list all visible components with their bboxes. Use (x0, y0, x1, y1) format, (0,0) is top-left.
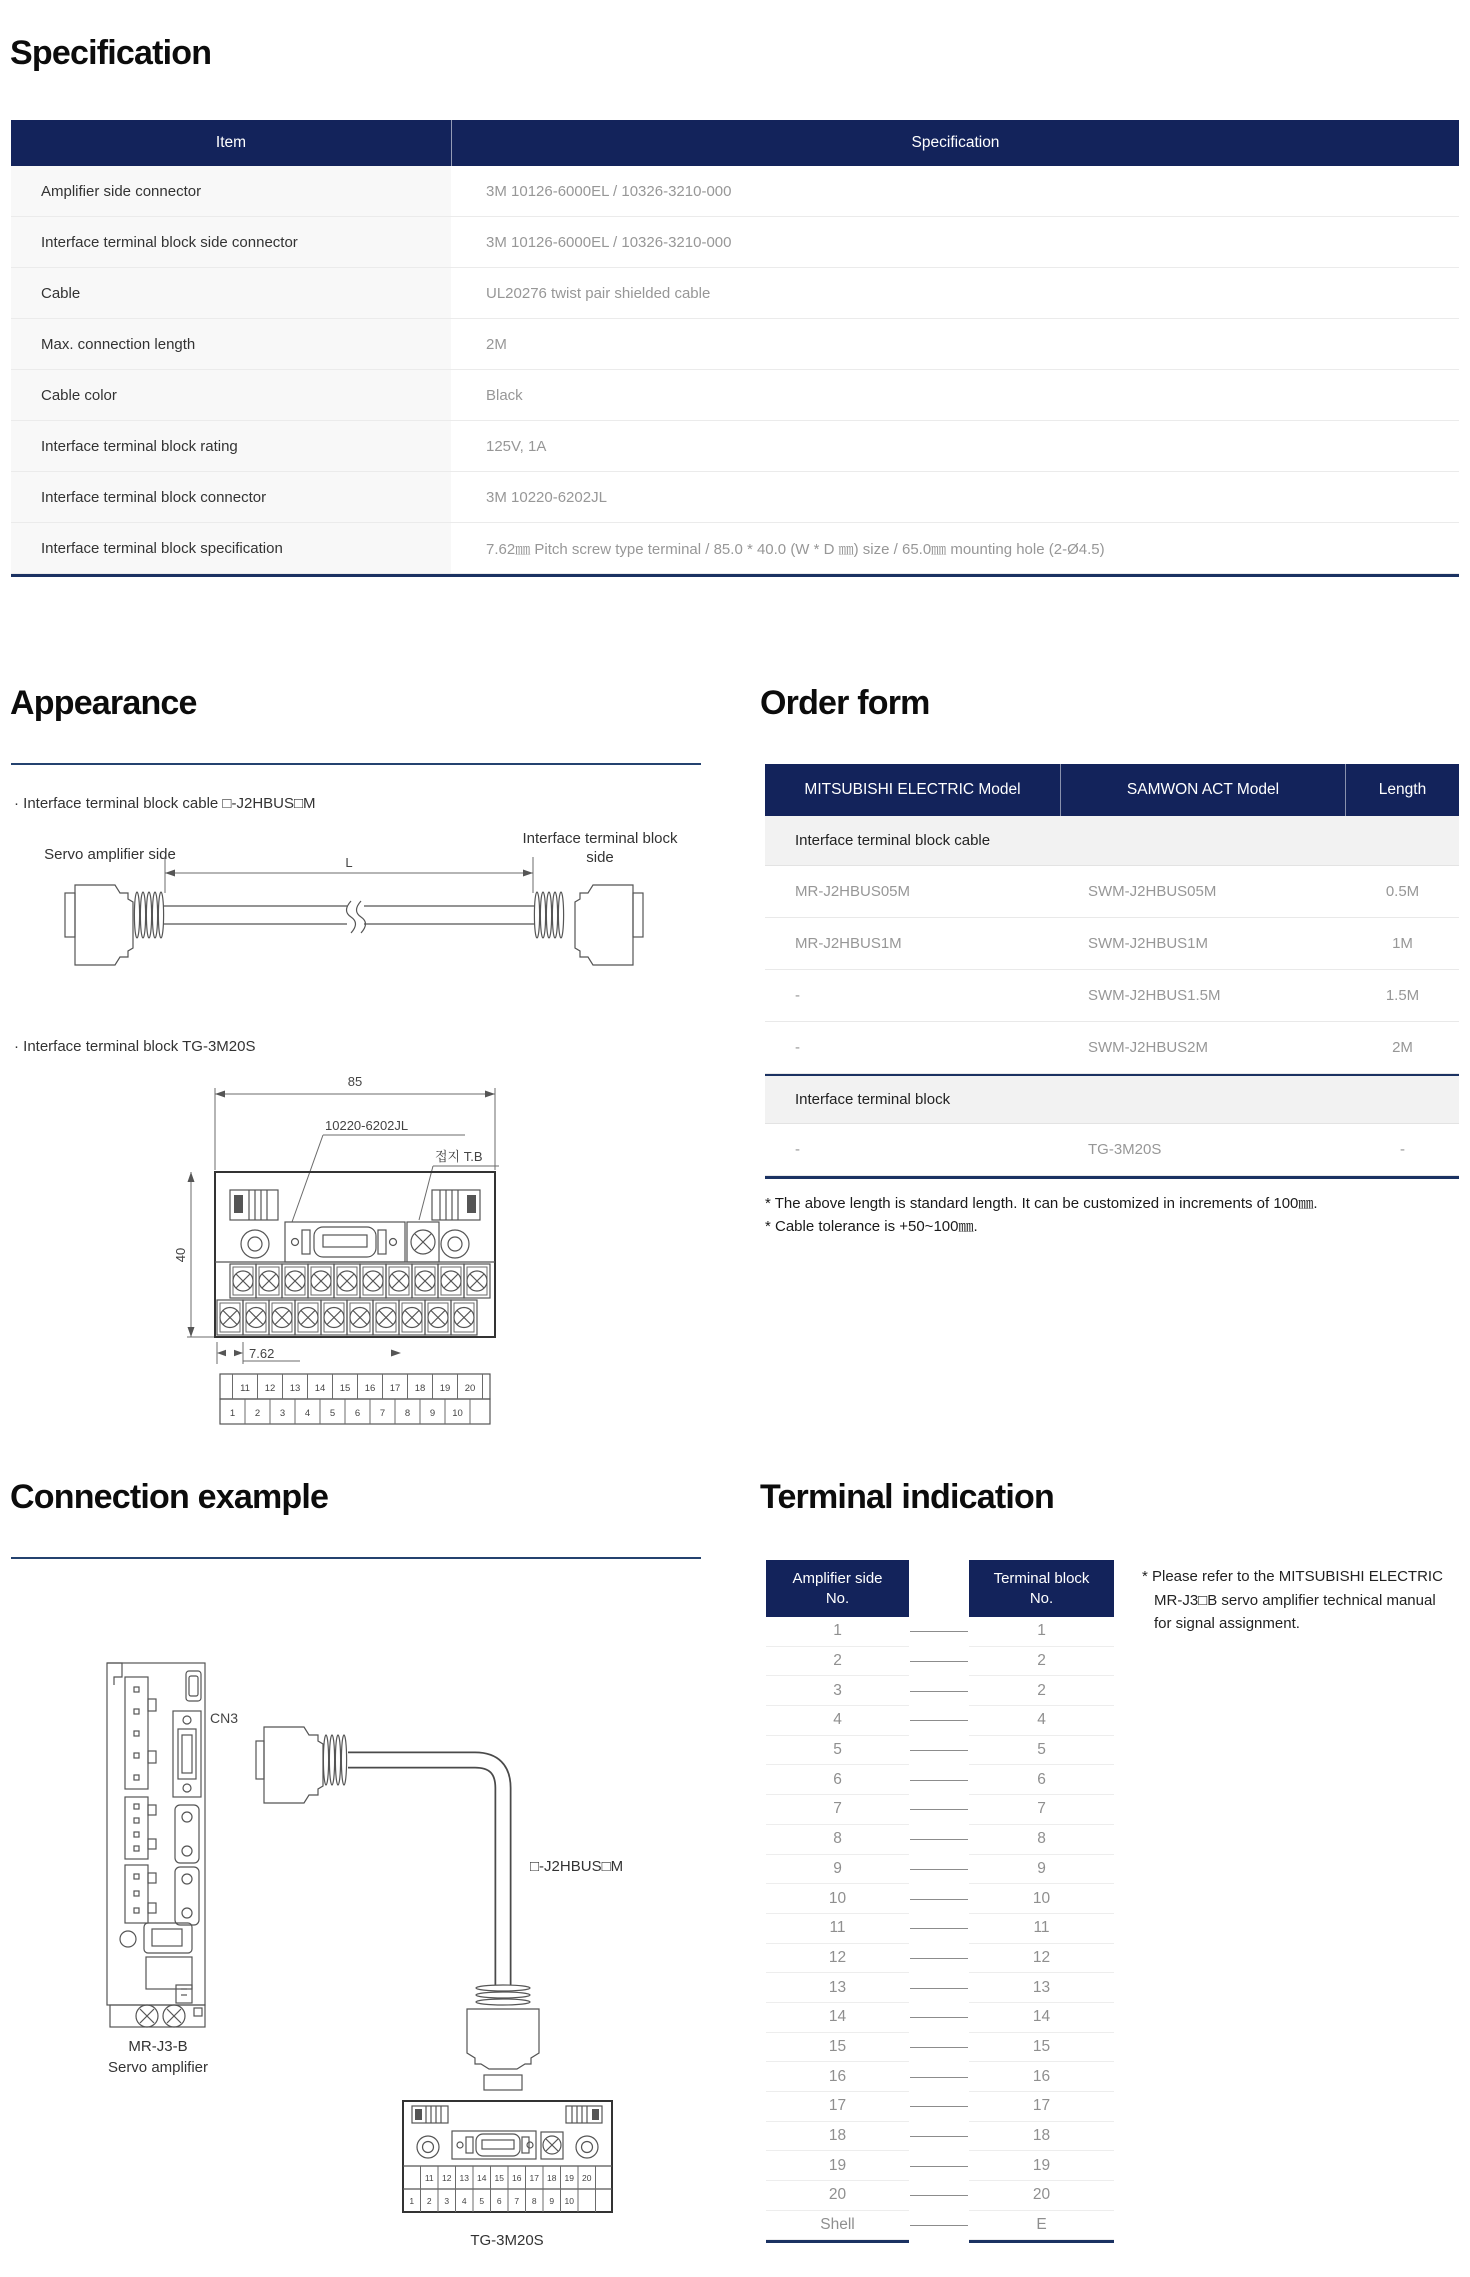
block-number-bottom: 5 (479, 2196, 485, 2206)
terminal-pin-cell: 16 (969, 2062, 1114, 2092)
ti-note-line2: MR-J3□B servo amplifier technical manual (1154, 1591, 1436, 1609)
terminal-pin-cell: E (969, 2211, 1114, 2241)
spec-table-header-row (11, 120, 1459, 166)
grid-number-bottom: 4 (304, 1408, 311, 1419)
terminal-pin-cell: 10 (969, 1884, 1114, 1914)
amplifier-pin-cell: 14 (766, 2003, 909, 2033)
order-form-notes (765, 1192, 1318, 1238)
connection-line (910, 2047, 968, 2048)
grid-number-top: 16 (364, 1383, 376, 1394)
block-number-bottom: 7 (514, 2196, 520, 2206)
order-note-2: * Cable tolerance is +50~100㎜. (765, 1218, 978, 1235)
terminal-pin-cell: 17 (969, 2092, 1114, 2122)
terminal-pin-cell: 2 (969, 1676, 1114, 1706)
order-section-row: Interface terminal block cable (765, 816, 1459, 866)
terminal-indication-row (766, 1765, 1114, 1795)
order-col-header-samwon: SAMWON ACT Model (1061, 764, 1346, 816)
order-form-table (765, 764, 1459, 1179)
pin-connection-line (909, 1617, 969, 1647)
amplifier-pin-cell: Shell (766, 2211, 909, 2241)
terminal-indication-row (766, 1736, 1114, 1766)
ti-note-line3: for signal assignment. (1154, 1615, 1300, 1632)
cable-dim-label: L (345, 855, 353, 870)
amplifier-pin-cell: 19 (766, 2151, 909, 2181)
spec-table-body (11, 166, 1459, 574)
order-table-row (765, 866, 1459, 918)
spec-value-cell: 7.62㎜ Pitch screw type terminal / 85.0 * 40.0 (W * D ㎜) size / 65.0㎜ mounting hole (2-Ø4.5) (486, 540, 1105, 558)
connection-line (910, 2017, 968, 2018)
order-samwon-cell: SWM-J2HBUS2M (1088, 1039, 1209, 1056)
connection-line (910, 1809, 968, 1810)
spec-section-title: Specification (10, 34, 212, 72)
order-table-row (765, 1022, 1459, 1074)
terminal-pin-cell: 6 (969, 1765, 1114, 1795)
terminal-indication-row (766, 2151, 1114, 2181)
connection-line (910, 1750, 968, 1751)
amplifier-pin-cell: 6 (766, 1765, 909, 1795)
spec-table-row (11, 217, 1459, 268)
connection-example-divider (11, 1557, 701, 1559)
block-number-top: 13 (459, 2173, 469, 2183)
terminal-pin-cell: 13 (969, 1973, 1114, 2003)
pin-connection-line (909, 1914, 969, 1944)
spec-item-cell: Amplifier side connector (11, 166, 451, 216)
pin-connection-line (909, 1736, 969, 1766)
terminal-indication-row (766, 1676, 1114, 1706)
terminal-pin-cell: 9 (969, 1855, 1114, 1885)
terminal-indication-row (766, 1944, 1114, 1974)
grid-number-bottom: 1 (229, 1408, 236, 1419)
spec-table-row (11, 472, 1459, 523)
connection-line (910, 1661, 968, 1662)
amplifier-pin-cell: 12 (766, 1944, 909, 1974)
spec-item-cell: Interface terminal block side connector (11, 217, 451, 267)
pin-connection-line (909, 1676, 969, 1706)
spec-item-cell: Cable color (11, 370, 451, 420)
arrowhead (165, 870, 175, 877)
terminal-pin-cell: 5 (969, 1736, 1114, 1766)
grid-number-top: 11 (240, 1383, 250, 1394)
grid-number-top: 14 (314, 1383, 326, 1394)
connection-line (910, 1720, 968, 1721)
grid-number-top: 12 (264, 1383, 276, 1394)
order-table-row (765, 970, 1459, 1022)
pin-connection-line (909, 2003, 969, 2033)
block-number-top: 12 (442, 2173, 452, 2183)
block-number-bottom: 4 (461, 2196, 467, 2206)
connection-line (910, 1869, 968, 1870)
terminal-indication-row (766, 1706, 1114, 1736)
order-mitsubishi-cell: - (795, 1039, 800, 1056)
terminal-pin-cell: 1 (969, 1617, 1114, 1647)
terminal-pin-cell: 11 (969, 1914, 1114, 1944)
amplifier-pin-cell: 1 (766, 1617, 909, 1647)
block-number-top: 14 (477, 2173, 487, 2183)
header-gap (909, 1560, 969, 1617)
grid-number-top: 20 (464, 1383, 476, 1394)
terminal-pin-cell: 4 (969, 1706, 1114, 1736)
grid-number-bottom: 9 (429, 1408, 436, 1419)
amplifier-pin-cell: 20 (766, 2181, 909, 2211)
pitch-dim (217, 1342, 401, 1364)
cn3-label: CN3 (210, 1710, 239, 1726)
connection-line (910, 2195, 968, 2196)
amplifier-pin-cell: 3 (766, 1676, 909, 1706)
order-samwon-cell: SWM-J2HBUS05M (1088, 883, 1217, 900)
block-number-bottom: 10 (564, 2196, 574, 2206)
tg-block-drawing (403, 2101, 612, 2212)
spec-value-cell: 125V, 1A (486, 437, 547, 455)
terminal-indication-row (766, 2211, 1114, 2241)
terminal-indication-bottom-border (766, 2240, 1114, 2243)
terminal-indication-table (766, 1560, 1114, 2243)
grid-number-bottom: 3 (279, 1408, 286, 1419)
order-form-section-title: Order form (760, 684, 930, 722)
amplifier-label-1: MR-J3-B (128, 2038, 188, 2055)
terminal-pin-cell: 19 (969, 2151, 1114, 2181)
amplifier-pin-cell: 2 (766, 1647, 909, 1677)
spec-col-header-item: Item (11, 120, 452, 166)
order-length-cell: 2M (1392, 1039, 1413, 1056)
terminal-indication-row (766, 1914, 1114, 1944)
spec-table-row (11, 421, 1459, 472)
block-number-top: 18 (547, 2173, 557, 2183)
amplifier-side-header-line1: Amplifier side (792, 1569, 883, 1587)
order-samwon-cell: TG-3M20S (1088, 1141, 1162, 1158)
grid-number-top: 18 (414, 1383, 426, 1394)
terminal-pin-cell: 7 (969, 1795, 1114, 1825)
bottom-border-left (766, 2240, 909, 2243)
dim-40: 40 (173, 1247, 188, 1263)
pin-connection-line (909, 1973, 969, 2003)
amplifier-pin-cell: 16 (766, 2062, 909, 2092)
tg-block-label: TG-3M20S (470, 2232, 544, 2249)
arrowhead (523, 870, 533, 877)
screw-row-2 (217, 1300, 477, 1335)
grid-number-bottom: 2 (254, 1408, 261, 1419)
pin-connection-line (909, 2062, 969, 2092)
amplifier-pin-cell: 10 (766, 1884, 909, 1914)
amplifier-pin-cell: 5 (766, 1736, 909, 1766)
order-mitsubishi-cell: MR-J2HBUS05M (795, 883, 911, 900)
connection-example-diagram (60, 1655, 670, 2265)
terminal-indication-row (766, 2122, 1114, 2152)
terminal-block-side-connector (534, 885, 643, 965)
cable-right-label-1: Interface terminal block (522, 830, 678, 847)
connection-line (910, 2077, 968, 2078)
connection-line (910, 2106, 968, 2107)
terminal-pin-cell: 15 (969, 2033, 1114, 2063)
connection-line (910, 1631, 968, 1632)
dim-85: 85 (347, 1074, 363, 1089)
connection-line (910, 2136, 968, 2137)
spec-value-cell: Black (486, 386, 523, 404)
pin-connection-line (909, 2151, 969, 2181)
amplifier-pin-cell: 13 (766, 1973, 909, 2003)
amplifier-label-2: Servo amplifier (107, 2059, 209, 2076)
pin-connection-line (909, 2092, 969, 2122)
pin-connection-line (909, 1855, 969, 1885)
grid-number-top: 19 (439, 1383, 451, 1394)
left-hatch-connector (412, 2106, 448, 2123)
block-number-bottom: 9 (549, 2196, 555, 2206)
terminal-pin-cell: 2 (969, 1647, 1114, 1677)
cable-left-label: Servo amplifier side (44, 846, 176, 863)
terminal-indication-row (766, 2092, 1114, 2122)
block-number-grid (403, 2166, 612, 2212)
spec-item-cell: Cable (11, 268, 451, 318)
spec-value-cell: 3M 10220-6202JL (486, 488, 607, 506)
pin-connection-line (909, 1825, 969, 1855)
connection-cable (256, 1727, 539, 2090)
terminal-indication-row (766, 1647, 1114, 1677)
terminal-indication-section-title: Terminal indication (760, 1478, 1054, 1516)
terminal-pin-cell: 18 (969, 2122, 1114, 2152)
order-col-header-length: Length (1378, 781, 1427, 798)
order-mitsubishi-cell: MR-J2HBUS1M (795, 935, 902, 952)
pin-connection-line (909, 2122, 969, 2152)
order-table-body (765, 816, 1459, 1176)
spec-table-row (11, 319, 1459, 370)
bottom-border-right (969, 2240, 1114, 2243)
grid-number-bottom: 6 (354, 1408, 361, 1419)
block-number-bottom: 8 (531, 2196, 537, 2206)
spec-table-row (11, 523, 1459, 574)
screw-row-1 (230, 1264, 490, 1298)
ground-screw (407, 1222, 439, 1262)
order-col-header-mitsubishi: MITSUBISHI ELECTRIC Model (765, 764, 1061, 816)
pin-connection-line (909, 1795, 969, 1825)
connection-line (910, 1839, 968, 1840)
cn3-connector (173, 1711, 201, 1797)
terminal-indication-row (766, 1825, 1114, 1855)
spec-table-row (11, 166, 1459, 217)
pin-connection-line (909, 2211, 969, 2241)
terminal-indication-note (1142, 1565, 1470, 1636)
dim-762: 7.62 (249, 1346, 275, 1361)
terminal-number-grid (220, 1374, 490, 1424)
amplifier-pin-cell: 18 (766, 2122, 909, 2152)
terminal-block-drawing-label: · Interface terminal block TG-3M20S (14, 1038, 256, 1055)
amplifier-pin-cell: 11 (766, 1914, 909, 1944)
terminal-indication-row (766, 1973, 1114, 2003)
terminal-indication-row (766, 2181, 1114, 2211)
ti-rows (766, 1617, 1114, 2240)
terminal-pin-cell: 20 (969, 2181, 1114, 2211)
terminal-indication-row (766, 1855, 1114, 1885)
terminal-block-header (969, 1560, 1114, 1617)
amplifier-pin-cell: 8 (766, 1825, 909, 1855)
terminal-indication-row (766, 2062, 1114, 2092)
connection-line (910, 2225, 968, 2226)
grid-number-bottom: 10 (452, 1408, 463, 1419)
connection-line (910, 1899, 968, 1900)
connection-line (910, 1928, 968, 1929)
grid-number-top: 13 (289, 1383, 301, 1394)
terminal-indication-header (766, 1560, 1114, 1617)
connection-example-section-title: Connection example (10, 1478, 329, 1516)
grid-number-bottom: 7 (379, 1408, 386, 1419)
left-hatch-connector (230, 1190, 278, 1220)
ground-callout: 접지 T.B (435, 1149, 483, 1164)
appearance-section-title: Appearance (10, 684, 197, 722)
amplifier-pin-cell: 15 (766, 2033, 909, 2063)
spec-value-cell: UL20276 twist pair shielded cable (486, 284, 711, 302)
spec-col-header-specification: Specification (911, 134, 1000, 151)
connection-line (910, 1958, 968, 1959)
spec-item-cell: Interface terminal block rating (11, 421, 451, 471)
bottom-border-gap (909, 2240, 969, 2243)
amplifier-side-header (766, 1560, 909, 1617)
servo-side-connector (65, 885, 164, 965)
cable-model-label: □-J2HBUS□M (530, 1858, 624, 1875)
amplifier-pin-cell: 17 (766, 2092, 909, 2122)
terminal-block-header-line2: No. (1029, 1589, 1054, 1607)
terminal-indication-row (766, 2003, 1114, 2033)
order-table-row (765, 1124, 1459, 1176)
order-length-cell: 1M (1392, 935, 1413, 952)
terminal-indication-row (766, 2033, 1114, 2063)
order-table-row (765, 918, 1459, 970)
connection-line (910, 2166, 968, 2167)
order-mitsubishi-cell: - (795, 987, 800, 1004)
grid-number-top: 15 (339, 1383, 351, 1394)
amplifier-pin-cell: 7 (766, 1795, 909, 1825)
connector-callout: 10220-6202JL (325, 1118, 409, 1133)
terminal-indication-row (766, 1617, 1114, 1647)
terminal-indication-row (766, 1884, 1114, 1914)
order-section-row: Interface terminal block (765, 1074, 1459, 1124)
terminal-block-header-line1: Terminal block (993, 1569, 1090, 1587)
block-number-top: 15 (494, 2173, 504, 2183)
pin-connection-line (909, 1944, 969, 1974)
spec-value-cell: 3M 10126-6000EL / 10326-3210-000 (486, 233, 732, 251)
spec-table (11, 120, 1459, 577)
cable-right-label-2: side (586, 849, 614, 866)
cable-diagram-label: · Interface terminal block cable □-J2HBUS□M (14, 795, 316, 812)
order-table-header-row (765, 764, 1459, 816)
block-number-top: 17 (529, 2173, 539, 2183)
terminal-block-drawing (135, 1052, 530, 1432)
pin-connection-line (909, 2033, 969, 2063)
spec-table-row (11, 268, 1459, 319)
right-hatch-connector (432, 1190, 480, 1220)
block-number-top: 20 (582, 2173, 592, 2183)
servo-amplifier-drawing (107, 1663, 205, 2027)
grid-number-bottom: 5 (329, 1408, 336, 1419)
terminal-pin-cell: 12 (969, 1944, 1114, 1974)
block-number-bottom: 3 (444, 2196, 450, 2206)
appearance-divider (11, 763, 701, 765)
center-connector (285, 1222, 405, 1262)
spec-value-cell: 2M (486, 335, 507, 353)
connection-line (910, 1988, 968, 1989)
terminal-pin-cell: 14 (969, 2003, 1114, 2033)
block-number-bottom: 6 (496, 2196, 502, 2206)
spec-table-row (11, 370, 1459, 421)
pin-connection-line (909, 2181, 969, 2211)
terminal-pin-cell: 8 (969, 1825, 1114, 1855)
block-number-top: 16 (512, 2173, 522, 2183)
grid-number-top: 17 (389, 1383, 401, 1394)
amplifier-side-header-line2: No. (825, 1589, 850, 1607)
order-length-cell: 0.5M (1385, 883, 1420, 900)
block-number-top: 11 (424, 2173, 434, 2183)
terminal-indication-row (766, 1795, 1114, 1825)
right-hatch-connector (566, 2106, 602, 2123)
cable-diagram (25, 815, 685, 965)
amplifier-pin-cell: 4 (766, 1706, 909, 1736)
order-samwon-cell: SWM-J2HBUS1.5M (1088, 987, 1221, 1004)
grid-number-bottom: 8 (404, 1408, 411, 1419)
block-number-bottom: 2 (426, 2196, 432, 2206)
cable-body (164, 901, 534, 933)
spec-item-cell: Interface terminal block specification (11, 523, 451, 573)
pin-connection-line (909, 1765, 969, 1795)
spec-item-cell: Max. connection length (11, 319, 451, 369)
spec-value-cell: 3M 10126-6000EL / 10326-3210-000 (486, 182, 732, 200)
order-length-cell: - (1400, 1141, 1405, 1158)
pin-connection-line (909, 1647, 969, 1677)
connection-line (910, 1780, 968, 1781)
order-samwon-cell: SWM-J2HBUS1M (1088, 935, 1209, 952)
block-number-top: 19 (564, 2173, 574, 2183)
pin-connection-line (909, 1884, 969, 1914)
connection-line (910, 1691, 968, 1692)
ti-note-line1: * Please refer to the MITSUBISHI ELECTRIC (1142, 1568, 1443, 1585)
spec-item-cell: Interface terminal block connector (11, 472, 451, 522)
amplifier-pin-cell: 9 (766, 1855, 909, 1885)
order-mitsubishi-cell: - (795, 1141, 800, 1158)
order-length-cell: 1.5M (1385, 987, 1420, 1004)
pin-connection-line (909, 1706, 969, 1736)
block-number-bottom: 1 (409, 2196, 415, 2206)
terminal-block-body (215, 1172, 495, 1337)
order-note-1: * The above length is standard length. It can be customized in increments of 100㎜. (765, 1195, 1318, 1212)
